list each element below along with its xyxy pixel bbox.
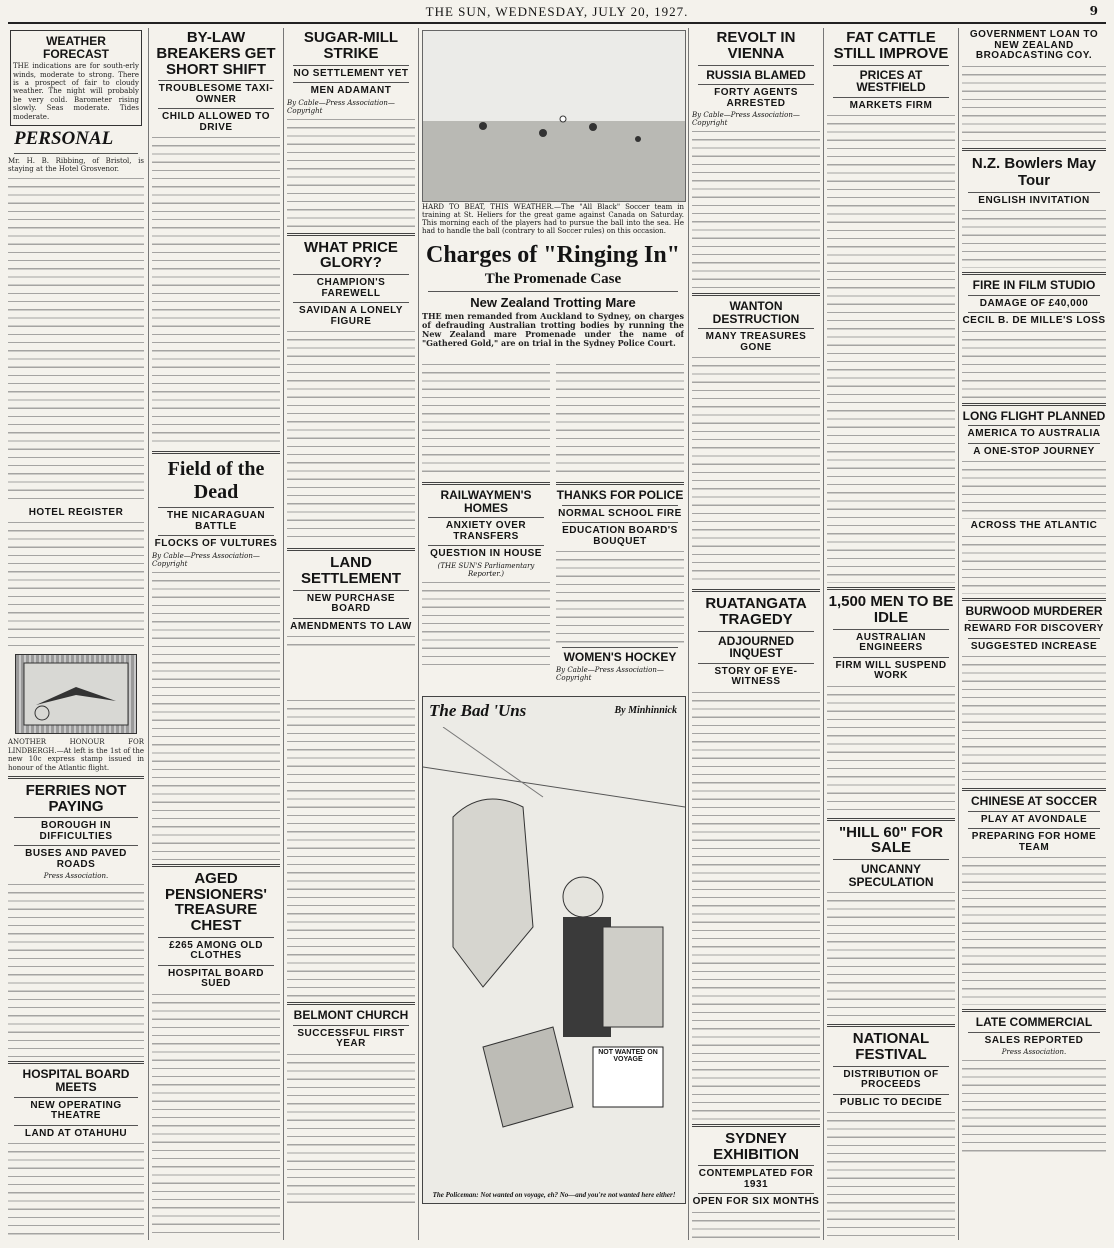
sydney-body [692,1210,820,1240]
railwaymen-headline: RAILWAYMEN'S HOMES [440,488,532,515]
late-body [962,1058,1106,1158]
festival-subhead: DISTRIBUTION OF PROCEEDS [843,1068,939,1091]
not-wanted-sign: NOT WANTED ON VOYAGE [598,1049,658,1063]
ruatangata-headline: RUATANGATA TRAGEDY [705,595,807,629]
cattle-subhead: PRICES AT WESTFIELD [856,67,926,95]
aged-subhead: £265 AMONG OLD CLOTHES [169,939,263,962]
weather-box [10,30,142,126]
aged-body [152,992,280,1240]
burwood-body [962,654,1106,784]
land-subhead-2: AMENDMENTS TO LAW [290,620,412,632]
railwaymen-section [422,478,550,668]
glory-body [287,329,415,544]
charges-body-right [556,362,684,472]
late-subhead: SALES REPORTED [984,1034,1084,1046]
hockey-headline: WOMEN'S HOCKEY [563,650,677,664]
cartoon-drawing [423,727,685,1167]
bylaw-subhead-2: CHILD ALLOWED TO DRIVE [162,111,270,133]
column-3-lower [287,698,415,1203]
national-festival-headline: NATIONAL FESTIVAL [852,1030,930,1064]
photo-caption: HARD TO BEAT, THIS WEATHER.—The "All Black" Soccer team in training at St. Heliers for the great game against Canada on Saturday. This morning each of the players had to pursue the ball into the sea. He had to handle the ball (contrary to all Soccer rules) on this occasion. [422,203,684,235]
land-subhead: NEW PURCHASE BOARD [306,592,396,614]
ruatangata-subhead-2: STORY OF EYE-WITNESS [714,665,798,688]
cattle-body [827,113,955,583]
late-commercial-headline: LATE COMMERCIAL [975,1015,1093,1030]
sugar-subhead: NO SETTLEMENT YET [293,67,409,79]
column-rule [148,28,149,1240]
police-section [556,478,684,668]
ferries-subhead: BOROUGH IN DIFFICULTIES [39,820,113,842]
aged-pensioners-headline: AGED PENSIONERS' TREASURE CHEST [165,869,267,934]
column-rule [418,28,419,1240]
photo-scene [423,31,685,201]
ferries-byline: Press Association. [43,872,109,881]
burwood-headline: BURWOOD MURDERER [965,603,1103,618]
column-rule [688,28,689,1240]
police-subhead-2: EDUCATION BOARD'S BOUQUET [562,525,678,547]
land-settlement-headline: LAND SETTLEMENT [301,554,401,587]
belmont-headline: BELMONT CHURCH [293,1008,409,1022]
wanton-body [692,355,820,585]
hockey-byline: By Cable—Press Association—Copyright [556,665,664,682]
hill-subhead: UNCANNY SPECULATION [848,862,934,889]
bowlers-headline: N.Z. Bowlers May Tour [971,154,1097,189]
masthead [8,4,1106,24]
column-6 [692,28,820,1240]
charges-headline: Charges of "Ringing In" [425,242,680,268]
field-subhead-2: FLOCKS OF VULTURES [154,538,278,550]
idle-men-headline: 1,500 MEN TO BE IDLE [828,593,954,626]
hill-60-headline: "HILL 60" FOR SALE [839,823,943,857]
fire-body [962,329,1106,399]
soccer-training-photo [422,30,686,202]
loan-headline: GOVERNMENT LOAN TO NEW ZEALAND BROADCASTING COY. [969,29,1099,61]
sydney-subhead-2: OPEN FOR SIX MONTHS [692,1196,820,1208]
fire-headline: FIRE IN FILM STUDIO [972,278,1096,292]
hotel-register-headline: HOTEL REGISTER [28,506,124,518]
wanton-headline: WANTON DESTRUCTION [712,299,800,326]
festival-body [827,1110,955,1240]
revolt-byline: By Cable—Press Association—Copyright [692,111,800,128]
masthead-title: THE SUN, WEDNESDAY, JULY 20, 1927. [425,4,689,19]
bad-uns-cartoon [422,696,686,1204]
flight-subhead-3: ACROSS THE ATLANTIC [970,520,1098,532]
police-body [556,549,684,649]
rail-subhead: ANXIETY OVER TRANSFERS [445,520,527,542]
sugar-body [287,117,415,229]
fat-cattle-headline: FAT CATTLE STILL IMPROVE [833,29,949,62]
rail-body [422,580,550,668]
charges-section [422,240,684,360]
hill-body [827,890,955,1020]
hospital-subhead-2: LAND AT OTAHUHU [24,1127,128,1139]
what-price-glory-headline: WHAT PRICE GLORY? [304,238,398,272]
cartoon-side-body [287,698,415,998]
sugar-subhead-2: MEN ADAMANT [310,85,392,96]
bylaw-headline: BY-LAW BREAKERS GET SHORT SHIFT [156,29,276,78]
ferries-body [8,882,144,1057]
sugar-mill-headline: SUGAR-MILL STRIKE [303,29,399,62]
sydney-exhibition-headline: SYDNEY EXHIBITION [713,1129,799,1163]
flight-subhead-2: A ONE-STOP JOURNEY [973,445,1095,457]
flight-body [962,459,1106,519]
column-2 [152,28,280,1240]
revolt-headline: REVOLT IN VIENNA [716,29,796,62]
fire-subhead-2: CECIL B. DE MILLE'S LOSS [962,315,1106,327]
flight-subhead: AMERICA TO AUSTRALIA [967,428,1101,440]
soccer-subhead: PLAY AT AVONDALE [980,813,1088,825]
soccer-subhead-2: PREPARING FOR HOME TEAM [971,831,1097,853]
column-3 [287,28,415,648]
cartoon-headline: The Bad 'Uns [429,701,527,720]
rail-byline: (THE SUN'S Parliamentary Reporter.) [437,561,535,578]
charges-subhead: The Promenade Case [484,271,622,287]
glory-subhead: CHAMPION'S FAREWELL [316,277,386,299]
lindbergh-caption: ANOTHER HONOUR FOR LINDBERGH.—At left is the 1st of the new 10c express stamp issued in honour of the Atlantic flight. [8,738,144,772]
loan-body [962,64,1106,144]
bylaw-body [152,135,280,447]
atlantic-body [962,534,1106,594]
sydney-subhead: CONTEMPLATED FOR 1931 [698,1168,814,1190]
personal-first-item: Mr. H. B. Ribbing, of Bristol, is staying at the Hotel Grosvenor. [8,157,144,174]
idle-body [827,684,955,814]
ruatangata-body [692,690,820,1120]
long-flight-headline: LONG FLIGHT PLANNED [962,408,1106,423]
late-byline: Press Association. [1001,1048,1067,1057]
rail-subhead-2: QUESTION IN HOUSE [430,548,542,560]
field-body [152,570,280,860]
hospital-subhead: NEW OPERATING THEATRE [30,1099,122,1122]
charges-subhead-2: New Zealand Trotting Mare [470,295,636,310]
bowlers-body [962,208,1106,268]
field-byline: By Cable—Press Association—Copyright [152,551,260,568]
soccer-body [962,855,1106,1005]
personal-body [8,176,144,506]
weather-headline: WEATHER FORECAST [43,34,109,61]
cattle-subhead-2: MARKETS FIRM [849,99,933,111]
idle-subhead: AUSTRALIAN ENGINEERS [856,631,926,654]
belmont-subhead: SUCCESSFUL FIRST YEAR [297,1027,405,1050]
chinese-soccer-headline: CHINESE AT SOCCER [970,794,1097,809]
land-body [287,634,415,648]
weather-text: THE indications are for south-erly winds, moderate to strong. There is a prospect of fair to cloudy weather. The night will probably be very cold. Barometer rising slowly. Seas moderate. Tides moderate. [13,62,139,121]
wanton-subhead: MANY TREASURES GONE [705,331,807,353]
hotel-register-body [8,520,144,650]
police-subhead: NORMAL SCHOOL FIRE [558,507,682,519]
field-of-dead-headline: Field of the Dead [167,458,265,504]
police-headline: THANKS FOR POLICE [556,488,684,502]
column-rule [823,28,824,1240]
column-8 [962,28,1106,1240]
column-rule [958,28,959,1240]
cartoon-caption: The Policeman: Not wanted on voyage, eh? No—and you're not wanted here either! [432,1191,676,1199]
hockey-section [556,644,684,694]
charges-lead: THE men remanded from Auckland to Sydney, on charges of defrauding Australian trotting bodies by running the New Zealand mare Promenade under the name of "Gathered Gold," are on trial in the Sydney Police Court. [422,311,684,348]
fire-subhead: DAMAGE OF £40,000 [979,297,1089,309]
stamp-illustration [16,655,136,733]
column-7 [827,28,955,1240]
aged-subhead-2: HOSPITAL BOARD SUED [167,967,265,990]
glory-subhead-2: SAVIDAN A LONELY FIGURE [299,305,403,327]
column-rule [283,28,284,1240]
ferries-headline: FERRIES NOT PAYING [25,781,127,815]
idle-subhead-2: FIRM WILL SUSPEND WORK [835,659,947,682]
burwood-subhead-2: SUGGESTED INCREASE [970,640,1098,652]
revolt-subhead: RUSSIA BLAMED [706,67,806,82]
ruatangata-subhead: ADJOURNED INQUEST [717,633,794,661]
column-1 [8,28,144,1240]
festival-subhead-2: PUBLIC TO DECIDE [839,1096,943,1108]
personal-headline: PERSONAL [14,128,114,150]
charges-body-left [422,362,550,472]
burwood-subhead: REWARD FOR DISCOVERY [964,623,1104,635]
ferries-subhead-2: BUSES AND PAVED ROADS [25,848,127,870]
cartoon-credit: By Minhinnick [614,705,677,716]
hospital-headline: HOSPITAL BOARD MEETS [22,1067,130,1095]
page-number: 9 [1089,4,1098,18]
bowlers-subhead: ENGLISH INVITATION [978,194,1090,206]
sugar-byline: By Cable—Press Association—Copyright [287,98,395,115]
belmont-body [287,1052,415,1203]
revolt-subhead-2: FORTY AGENTS ARRESTED [714,87,798,109]
revolt-body [692,129,820,289]
hospital-body [8,1141,144,1240]
field-subhead: THE NICARAGUAN BATTLE [166,510,266,532]
bylaw-subhead: TROUBLESOME TAXI-OWNER [158,83,274,105]
lindbergh-stamp-image [15,654,137,734]
